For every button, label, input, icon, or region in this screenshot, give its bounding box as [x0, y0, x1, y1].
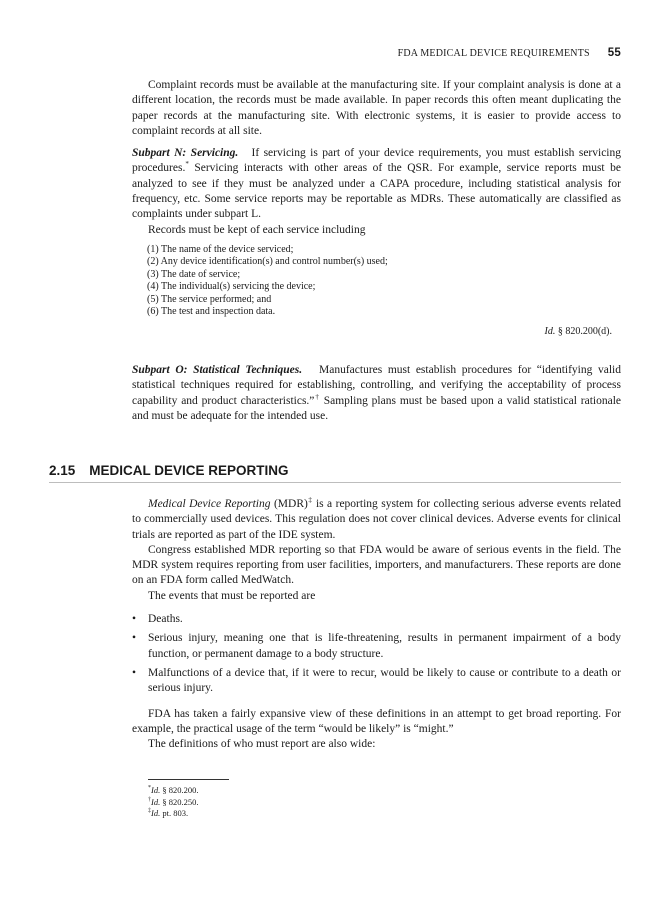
list-item: (5) The service performed; and — [147, 293, 272, 305]
footnote — [148, 808, 198, 820]
footnote-marker: ‡ — [307, 496, 313, 505]
mdr-text: is a reporting system for collecting serious adverse events related to commercially used devices. This regulation does not cover clinical devices. Adverse events for clinical trials are reported as part of the IDE system. — [132, 498, 621, 541]
list-item: (1) The name of the device serviced; — [147, 243, 294, 255]
list-item: (6) The test and inspection data. — [147, 306, 276, 317]
bullet-text: Deaths. — [148, 613, 183, 626]
footnote-marker: † — [314, 392, 320, 401]
upper-text-block — [132, 78, 621, 340]
mdr-block — [132, 497, 621, 752]
servicing-text-b: Servicing interacts with other areas of the QSR. For example, service reports must be analyzed to see if they must be analyzed under a CAPA procedure, including statistical analysis for frequency, etc. Some service reports may be reportable as MDRs. These automatically are classified as complaints under subpart L. — [132, 162, 621, 221]
citation — [132, 324, 621, 339]
list-item: (2) Any device identification(s) and control number(s) used; — [147, 256, 388, 268]
statistical-text-a: Manufactures must establish procedures for “identifying valid statistical techniques required for establishing, controlling, and verifying the acceptability of process capability and product characteristics.” — [132, 364, 621, 407]
footnote — [148, 785, 198, 797]
statistical-heading: Subpart O: Statistical Techniques. — [132, 364, 303, 376]
reportable-events-list — [132, 612, 621, 696]
bullet-icon: • — [132, 666, 137, 679]
statistical-paragraph — [132, 363, 621, 424]
footnote-id: Id. — [151, 796, 161, 807]
servicing-text-a: If servicing is part of your device requirements, you must establish servicing procedures. — [132, 147, 621, 175]
footnote-mark: ‡ — [148, 808, 151, 815]
section-rule — [49, 482, 621, 483]
service-records-list — [132, 244, 621, 318]
list-item — [132, 612, 621, 627]
statistical-block — [132, 363, 621, 424]
bullet-text: Serious injury, meaning one that is life-threatening, results in permanent impairment of a body function, or permanent damage to a body structure. — [148, 632, 621, 660]
footnote-mark: † — [148, 796, 151, 803]
footnotes — [148, 785, 198, 820]
footnote-mark: * — [148, 785, 151, 792]
footnote-ref: § 820.250. — [160, 796, 199, 807]
citation-id: Id. — [544, 326, 556, 338]
footnote-id: Id. — [151, 808, 161, 818]
list-item: (4) The individual(s) servicing the device; — [147, 281, 316, 293]
mdr-paragraph-5: The definitions of who must report are also wide: — [148, 738, 376, 751]
statistical-text-b: Sampling plans must be based upon a valid statistical rationale and must be adequate for the intended use. — [132, 394, 621, 422]
footnote-ref: pt. 803. — [160, 808, 189, 818]
mdr-paragraph-3: The events that must be reported are — [148, 589, 316, 602]
section-number: 2.15 — [49, 463, 76, 478]
servicing-paragraph — [132, 146, 621, 222]
section-title: MEDICAL DEVICE REPORTING — [89, 463, 289, 478]
list-item — [132, 666, 621, 697]
footnote-rule — [148, 779, 229, 780]
footnote — [148, 797, 198, 809]
bullet-text: Malfunctions of a device that, if it were to recur, would be likely to cause or contribute to a death or serious injury. — [148, 666, 621, 695]
running-header — [398, 47, 621, 59]
citation-ref: § 820.200(d). — [555, 326, 612, 338]
mdr-paragraph-4: FDA has taken a fairly expansive view of these definitions in an attempt to get broad reporting. For example, the practical usage of the term “would be likely” is “might.” — [132, 707, 621, 735]
list-item: (3) The date of service; — [147, 268, 241, 280]
footnote-id: Id. — [151, 785, 161, 795]
section-heading — [49, 463, 289, 478]
list-item — [132, 631, 621, 662]
records-intro: Records must be kept of each service including — [148, 223, 366, 236]
mdr-term: Medical Device Reporting — [148, 498, 271, 510]
bullet-icon: • — [132, 632, 137, 645]
mdr-abbrev: (MDR) — [270, 498, 308, 510]
page-number: 55 — [607, 47, 621, 59]
bullet-icon: • — [132, 613, 137, 626]
footnote-marker: * — [185, 160, 189, 169]
running-title: FDA MEDICAL DEVICE REQUIREMENTS — [397, 48, 590, 59]
servicing-heading: Subpart N: Servicing. — [132, 147, 239, 160]
mdr-paragraph-2: Congress established MDR reporting so that FDA would be aware of serious events in the field. The MDR system requires reporting from user facilities, importers, and manufacturers. These reports are done on an FDA form called MedWatch. — [132, 543, 621, 587]
complaint-paragraph: Complaint records must be available at the manufacturing site. If your complaint analysis is done at a different location, the records must be made available. In paper records this often meant duplicating the paper records at the manufacturing site. With electronic systems, it is easier to provide access to complaint records at all site. — [132, 79, 621, 137]
mdr-paragraph-1 — [132, 497, 621, 543]
footnote-ref: § 820.200. — [160, 785, 199, 795]
